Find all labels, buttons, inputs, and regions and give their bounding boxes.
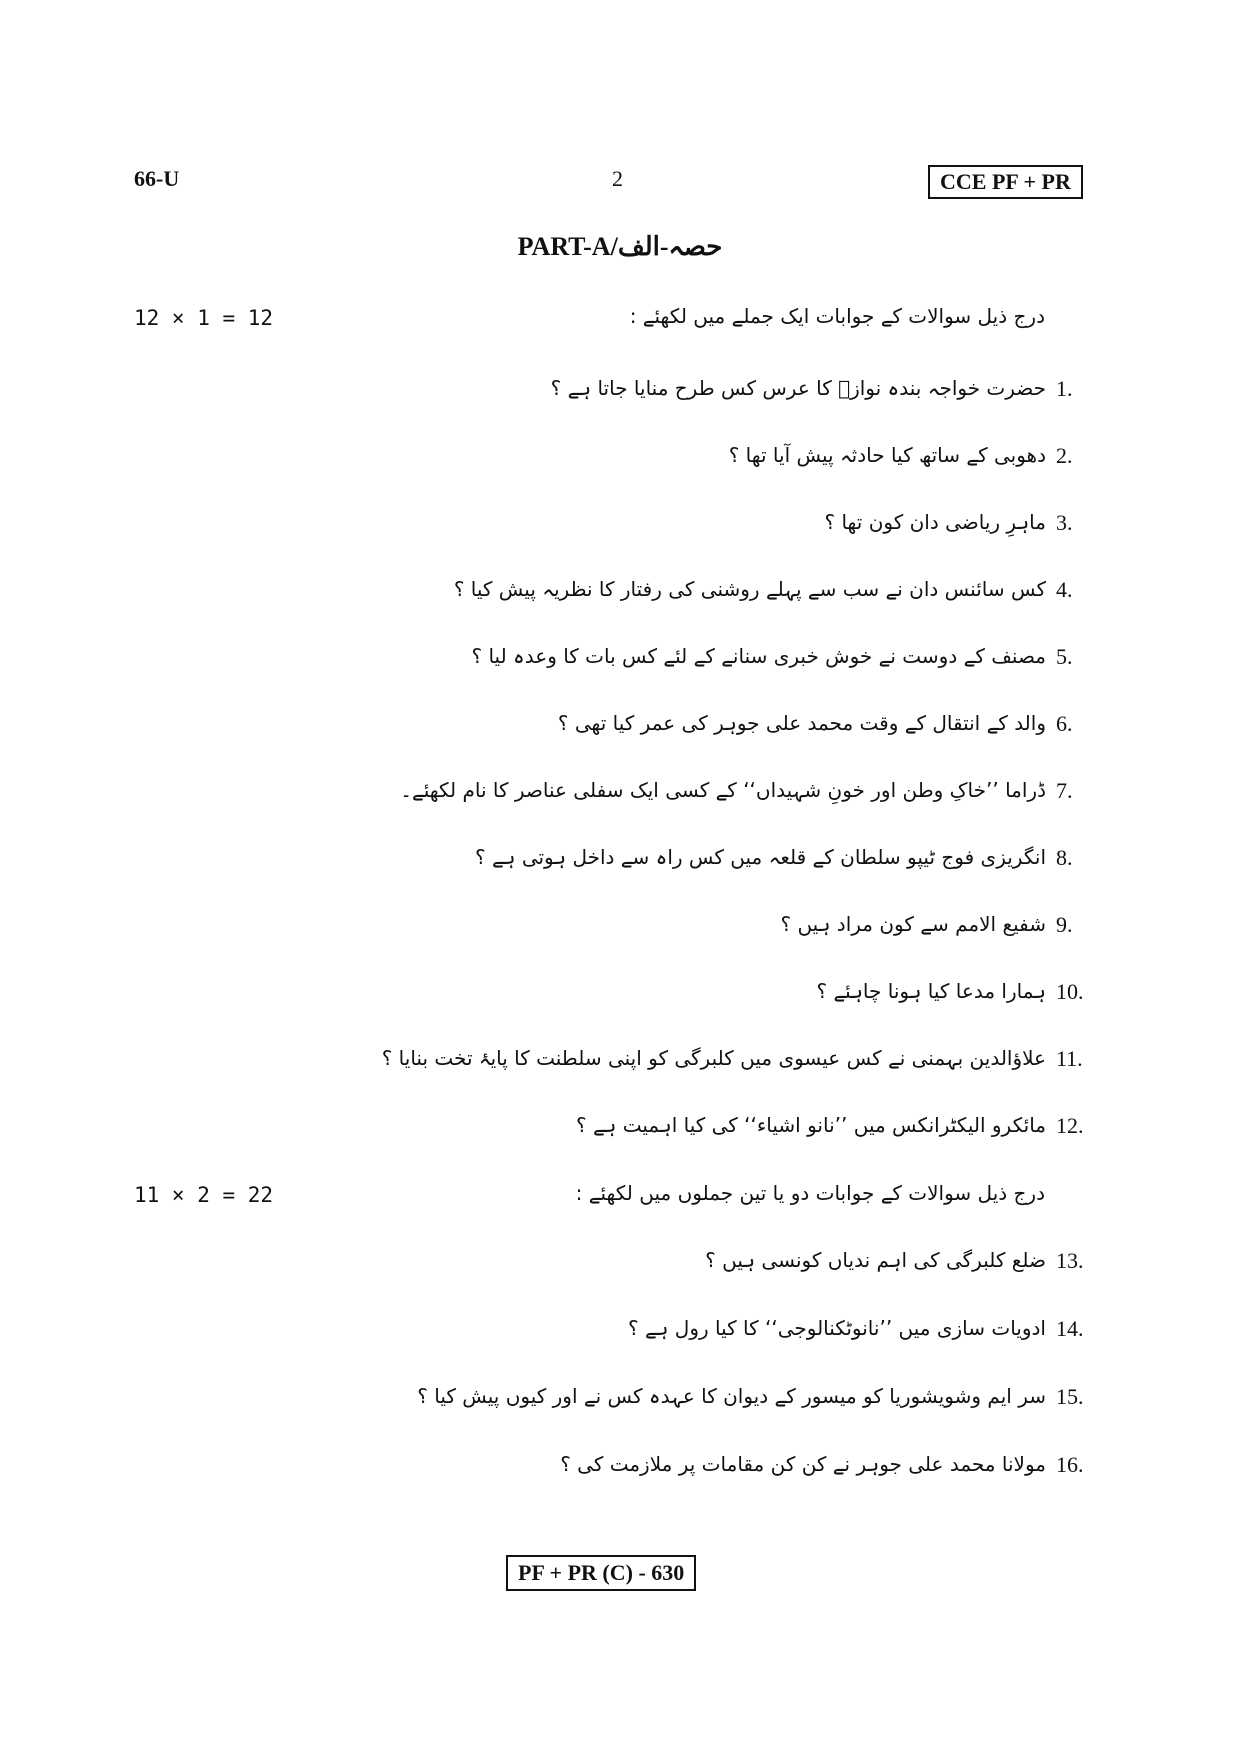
question-13 [106, 1248, 1106, 1282]
question-2 [106, 443, 1106, 477]
question-text: ڈراما ’’خاکِ وطن اور خونِ شہیداں‘‘ کے کسی ایک سفلی عناصر کا نام لکھئے۔ [400, 778, 1046, 802]
question-11 [106, 1046, 1106, 1080]
question-text: ہمارا مدعا کیا ہونا چاہئے ؟ [816, 979, 1046, 1003]
question-15 [106, 1384, 1106, 1418]
question-7 [106, 778, 1106, 812]
part-title: PART-A/حصہ-الف [517, 232, 723, 261]
question-number: 14. [1056, 1316, 1084, 1341]
question-4 [106, 577, 1106, 611]
question-number: 15. [1056, 1384, 1084, 1409]
section1-marks: 12 × 1 = 12 [134, 306, 274, 330]
page-number: 2 [612, 166, 623, 191]
question-number: 16. [1056, 1452, 1084, 1477]
question-number: 4. [1056, 577, 1073, 602]
question-number: 2. [1056, 443, 1073, 468]
question-number: 5. [1056, 644, 1073, 669]
question-text: شفیع الامم سے کون مراد ہیں ؟ [780, 912, 1046, 936]
question-10 [106, 979, 1106, 1013]
question-12 [106, 1113, 1106, 1147]
question-text: دھوبی کے ساتھ کیا حادثہ پیش آیا تھا ؟ [728, 443, 1046, 467]
question-text: ضلع کلبرگی کی اہم ندیاں کونسی ہیں ؟ [705, 1248, 1046, 1272]
footer-code-box: PF + PR (C) - 630 [506, 1555, 696, 1591]
question-number: 1. [1056, 376, 1073, 401]
question-number: 7. [1056, 778, 1073, 803]
question-number: 8. [1056, 845, 1073, 870]
section2-marks: 11 × 2 = 22 [134, 1183, 274, 1207]
question-16 [106, 1452, 1106, 1486]
question-text: کس سائنس دان نے سب سے پہلے روشنی کی رفتار کا نظریہ پیش کیا ؟ [453, 577, 1046, 601]
question-text: مائکرو الیکٹرانکس میں ’’نانو اشیاء‘‘ کی کیا اہمیت ہے ؟ [575, 1113, 1046, 1137]
question-number: 12. [1056, 1113, 1084, 1138]
question-number: 10. [1056, 979, 1084, 1004]
question-3 [106, 510, 1106, 544]
exam-code-box: CCE PF + PR [928, 165, 1083, 199]
question-text: سر ایم وشویشوریا کو میسور کے دیوان کا عہدہ کس نے اور کیوں پیش کیا ؟ [417, 1384, 1046, 1408]
question-text: انگریزی فوج ٹیپو سلطان کے قلعہ میں کس راہ سے داخل ہوتی ہے ؟ [475, 845, 1046, 869]
question-9 [106, 912, 1106, 946]
section1-instruction: درج ذیل سوالات کے جوابات ایک جملے میں لکھئے : [629, 304, 1045, 328]
question-text: والد کے انتقال کے وقت محمد علی جوہر کی عمر کیا تھی ؟ [557, 711, 1046, 735]
question-6 [106, 711, 1106, 745]
question-8 [106, 845, 1106, 879]
question-text: مولانا محمد علی جوہر نے کن کن مقامات پر ملازمت کی ؟ [560, 1452, 1046, 1476]
question-number: 3. [1056, 510, 1073, 535]
question-text: ماہرِ ریاضی دان کون تھا ؟ [824, 510, 1046, 534]
paper-code: 66-U [134, 166, 180, 191]
question-number: 13. [1056, 1248, 1084, 1273]
question-14 [106, 1316, 1106, 1350]
question-5 [106, 644, 1106, 678]
question-number: 6. [1056, 711, 1073, 736]
question-text: حضرت خواجہ بندہ نوازؒ کا عرس کس طرح منایا جاتا ہے ؟ [550, 376, 1046, 400]
question-1 [106, 376, 1106, 410]
question-text: مصنف کے دوست نے خوش خبری سنانے کے لئے کس بات کا وعدہ لیا ؟ [471, 644, 1046, 668]
question-number: 11. [1056, 1046, 1083, 1071]
question-text: ادویات سازی میں ’’نانوٹکنالوجی‘‘ کا کیا رول ہے ؟ [628, 1316, 1046, 1340]
question-text: علاؤالدین بہمنی نے کس عیسوی میں کلبرگی کو اپنی سلطنت کا پایۂ تخت بنایا ؟ [381, 1046, 1046, 1070]
section2-instruction: درج ذیل سوالات کے جوابات دو یا تین جملوں میں لکھئے : [575, 1181, 1045, 1205]
question-number: 9. [1056, 912, 1073, 937]
